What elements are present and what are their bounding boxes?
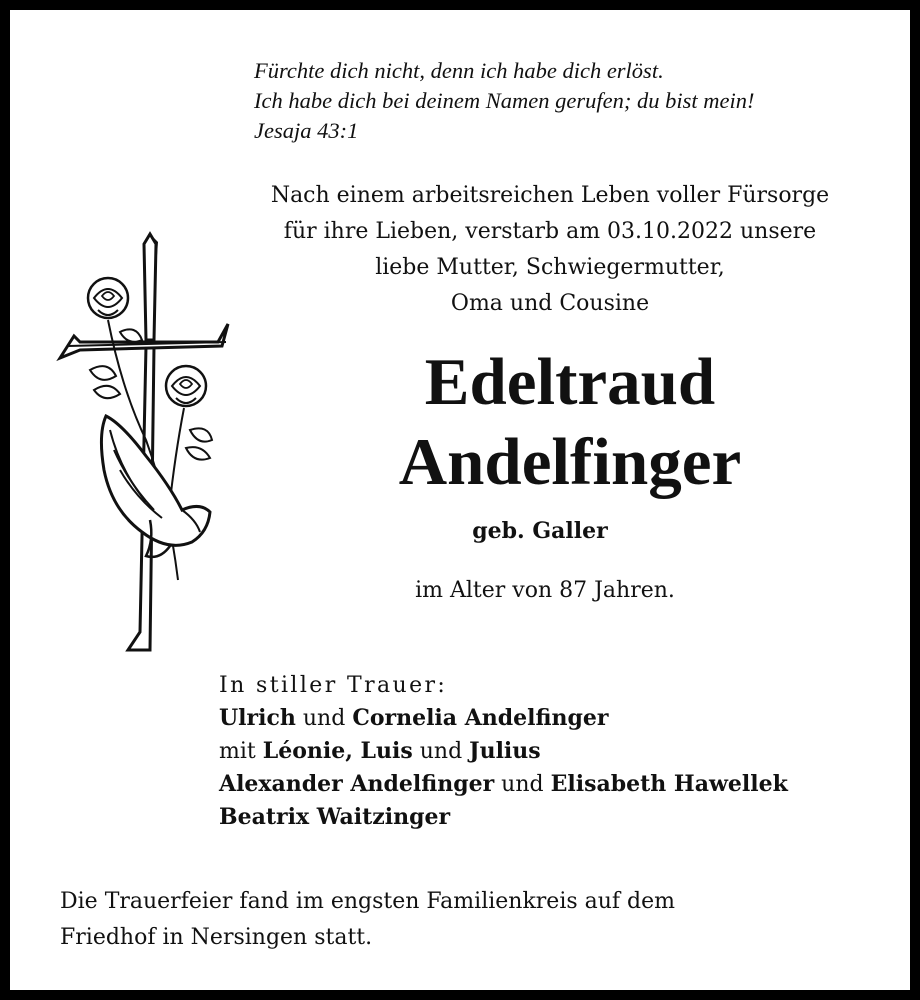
mourner-name: Léonie, Luis: [262, 738, 413, 764]
mourners-title: In stiller Trauer:: [219, 673, 448, 698]
mourners-section: [219, 670, 899, 834]
mourners-row-3: [219, 768, 899, 801]
quote-line-2: Ich habe dich bei deinem Namen gerufen; du bist mein!: [254, 88, 755, 113]
first-name: Edeltraud: [424, 345, 716, 419]
mourner-name: Cornelia Andelfinger: [352, 705, 609, 731]
mourners-row-4: [219, 801, 899, 834]
intro-line-2: für ihre Lieben, verstarb am 03.10.2022 unsere: [283, 219, 817, 244]
intro-text: [200, 178, 900, 322]
last-name: Andelfinger: [398, 425, 742, 499]
mourner-conjunction: und: [295, 706, 353, 731]
mourner-name: Ulrich: [219, 705, 296, 731]
quote-line-1: Fürchte dich nicht, denn ich habe dich erlöst.: [254, 58, 664, 83]
intro-line-1: Nach einem arbeitsreichen Leben voller Fürsorge: [270, 183, 830, 208]
mourner-prefix: mit: [219, 739, 263, 764]
mourner-conjunction: und: [494, 772, 551, 797]
funeral-note: [60, 884, 900, 956]
mourner-name: Julius: [469, 738, 541, 764]
maiden-name: geb. Galler: [472, 518, 608, 544]
mourners-row-1: [219, 702, 899, 735]
age-text: im Alter von 87 Jahren.: [415, 578, 675, 603]
intro-line-3: liebe Mutter, Schwiegermutter,: [375, 255, 725, 280]
mourner-conjunction: und: [412, 739, 470, 764]
funeral-note-line-2: Friedhof in Nersingen statt.: [60, 925, 373, 950]
quote-source: Jesaja 43:1: [254, 118, 359, 143]
funeral-note-line-1: Die Trauerfeier fand im engsten Familienkreis auf dem: [60, 889, 676, 914]
mourner-name: Elisabeth Hawellek: [550, 771, 788, 797]
mourner-name: Beatrix Waitzinger: [219, 804, 451, 830]
mourners-row-2: [219, 735, 899, 768]
intro-line-4: Oma und Cousine: [450, 291, 650, 316]
deceased-name: [340, 342, 800, 502]
bible-quote: [254, 56, 904, 146]
mourner-name: Alexander Andelfinger: [219, 771, 495, 797]
